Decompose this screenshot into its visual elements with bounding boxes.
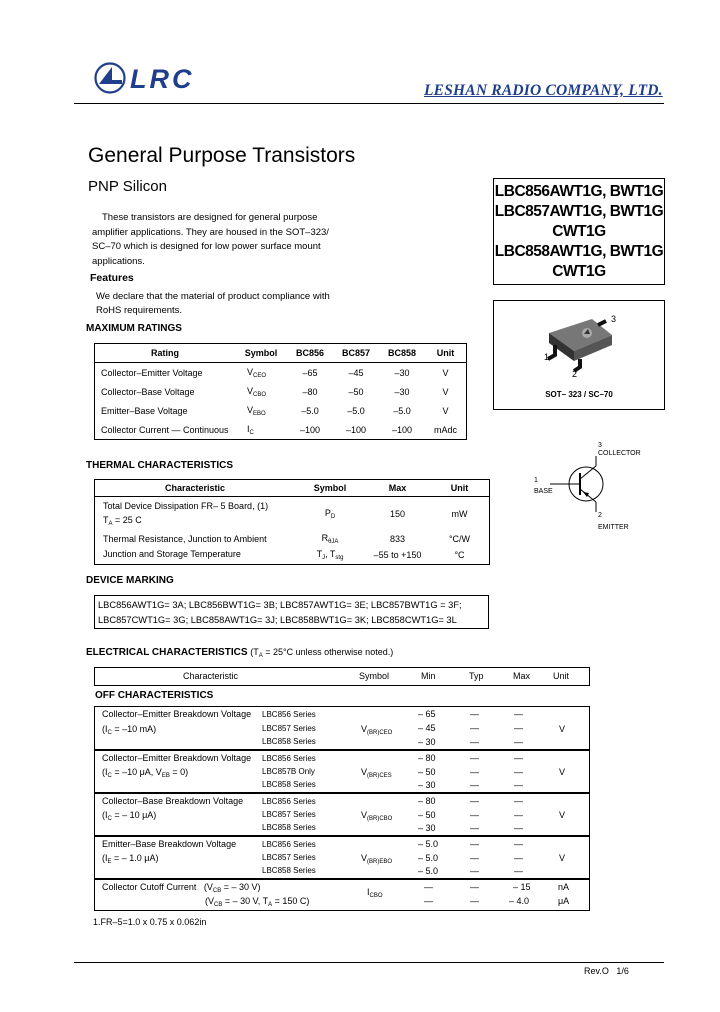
characteristic-cell: Total Device Dissipation FR– 5 Board, (1) $T_A = 25$ C	[103, 501, 269, 527]
features-text	[96, 290, 330, 318]
symbol-cell: $V_{CBO}$	[247, 385, 267, 398]
series-label: LBC857 Series	[262, 810, 316, 819]
value-cell: –50	[348, 386, 364, 397]
min-value: – 30	[418, 780, 436, 790]
table-row	[94, 879, 590, 911]
typ-value: —	[470, 866, 479, 876]
part-line: LBC857AWT1G, BWT1G	[494, 203, 664, 220]
max-ratings-table	[94, 343, 467, 440]
max-value: —	[514, 810, 523, 820]
col-header: Symbol	[235, 344, 287, 363]
col-header: BC856	[287, 344, 333, 363]
typ-value: —	[470, 882, 479, 892]
marking-line: LBC856AWT1G= 3A; LBC856BWT1G= 3B; LBC857AWT1G= 3E; LBC857BWT1G = 3F;	[98, 600, 462, 610]
emitter-label: EMITTER	[598, 524, 629, 531]
min-value: —	[424, 896, 433, 906]
characteristic-name: Collector–Base Breakdown Voltage	[102, 796, 244, 806]
min-value: – 65	[418, 709, 436, 719]
table-row	[94, 706, 590, 750]
value-cell: –45	[348, 367, 364, 378]
min-value: – 45	[418, 723, 436, 733]
features-heading: Features	[90, 272, 134, 284]
min-value: —	[424, 882, 433, 892]
emitter-pin-number: 2	[598, 512, 602, 519]
typ-value: —	[470, 796, 479, 806]
max-value: —	[514, 709, 523, 719]
max-value: —	[514, 737, 523, 747]
typ-value: —	[470, 767, 479, 777]
collector-label: COLLECTOR	[598, 450, 641, 457]
max-value: —	[514, 796, 523, 806]
page-footer: Rev.O 1/6	[584, 966, 629, 976]
series-label: LBC856 Series	[262, 754, 316, 763]
base-label: BASE	[534, 488, 553, 495]
package-label: SOT– 323 / SC–70	[545, 390, 613, 399]
header-rule	[74, 103, 664, 104]
max-value: —	[514, 853, 523, 863]
symbol-cell: $V_{(BR)CES}$	[361, 767, 392, 779]
value-cell: –5.0	[301, 405, 319, 416]
col-header: Unit	[430, 480, 490, 497]
part-line: CWT1G	[552, 223, 606, 240]
symbol-cell: $I_C$	[247, 423, 254, 436]
marking-line: LBC857CWT1G= 3G; LBC858AWT1G= 3J; LBC858BWT1G= 3K; LBC858CWT1G= 3L	[98, 615, 457, 625]
series-label: LBC858 Series	[262, 737, 316, 746]
sot323-package-drawing	[494, 301, 664, 409]
min-value: – 80	[418, 796, 436, 806]
unit-cell: V	[559, 810, 566, 820]
device-marking-box	[94, 595, 489, 629]
col-header: BC857	[333, 344, 379, 363]
max-ratings-heading: MAXIMUM RATINGS	[86, 323, 182, 334]
table-row	[95, 531, 490, 546]
unit-cell: V	[559, 767, 566, 777]
col-header: Rating	[95, 344, 236, 363]
symbol-cell: $V_{EBO}$	[247, 404, 266, 417]
typ-value: —	[470, 853, 479, 863]
symbol-cell: $T_J$, $T_{stg}$	[316, 549, 344, 561]
col-header: Symbol	[359, 671, 390, 681]
min-value: – 50	[418, 767, 436, 777]
collector-pin-number: 3	[598, 442, 602, 449]
part-number-box	[493, 178, 665, 285]
characteristic-name: Emitter–Base Breakdown Voltage	[102, 839, 237, 849]
min-value: – 5.0	[418, 866, 439, 876]
max-value: —	[514, 866, 523, 876]
part-line: LBC856AWT1G, BWT1G	[494, 183, 664, 200]
svg-text:LRC: LRC	[130, 64, 195, 94]
characteristic-condition: ($V_{CB}$ = – 30 V, $T_A = 150$ C)	[205, 896, 310, 908]
table-header-row	[95, 480, 490, 497]
value-cell: –65	[302, 367, 318, 378]
typ-value: —	[470, 723, 479, 733]
table-row	[95, 382, 467, 401]
value-cell: –100	[391, 424, 413, 435]
unit-cell: °C/W	[448, 533, 471, 544]
value-cell: –100	[299, 424, 321, 435]
intro-paragraph	[92, 211, 357, 269]
part-line: LBC858AWT1G, BWT1G	[494, 243, 664, 260]
max-value: —	[514, 780, 523, 790]
max-value: – 4.0	[509, 896, 530, 906]
value-cell: –5.0	[393, 405, 411, 416]
off-characteristics-heading: OFF CHARACTERISTICS	[95, 690, 214, 701]
value-cell: –5.0	[347, 405, 365, 416]
table-row	[94, 836, 590, 879]
package-box	[493, 300, 665, 410]
max-value: —	[514, 839, 523, 849]
value-cell: –100	[345, 424, 367, 435]
lrc-logo	[92, 58, 222, 98]
series-label: LBC856 Series	[262, 710, 316, 719]
table-row	[95, 497, 490, 532]
base-pin-number: 1	[534, 477, 538, 484]
unit-cell: nA	[558, 882, 570, 892]
company-name: LESHAN RADIO COMPANY, LTD.	[424, 82, 663, 99]
unit-cell: V	[442, 386, 449, 397]
typ-value: —	[470, 896, 479, 906]
value-cell: –80	[302, 386, 318, 397]
intro-line: These transistors are designed for general purpose	[102, 212, 318, 223]
intro-line: applications.	[92, 255, 145, 267]
table-row	[95, 420, 467, 440]
thermal-heading: THERMAL CHARACTERISTICS	[86, 460, 234, 471]
intro-line: amplifier applications. They are housed in the SOT–323/	[92, 226, 329, 238]
table-row	[95, 401, 467, 420]
device-marking-heading: DEVICE MARKING	[86, 575, 174, 586]
max-value: – 15	[513, 882, 531, 892]
max-value: —	[514, 723, 523, 733]
max-value: —	[514, 823, 523, 833]
unit-cell: V	[442, 405, 449, 416]
value-cell: 150	[389, 509, 406, 519]
electrical-table-header	[94, 667, 590, 686]
rating-cell: Emitter–Base Voltage	[101, 405, 188, 416]
series-label: LBC858 Series	[262, 780, 316, 789]
footer-rule	[74, 962, 664, 963]
table-header-row	[95, 344, 467, 363]
symbol-cell: $R_{\theta JA}$	[321, 532, 339, 545]
min-value: – 50	[418, 810, 436, 820]
characteristic-cell: Thermal Resistance, Junction to Ambient	[103, 533, 267, 544]
min-value: – 80	[418, 753, 436, 763]
intro-line: SC–70 which is designed for low power surface mount	[92, 241, 321, 252]
col-header: Characteristic	[95, 480, 296, 497]
max-value: —	[514, 753, 523, 763]
characteristic-condition: ($I_E$ = – 1.0 μA)	[102, 853, 159, 865]
table-row	[95, 546, 490, 565]
col-header: Max	[365, 480, 430, 497]
table-row	[95, 363, 467, 383]
symbol-cell: $V_{(BR)CBO}$	[361, 810, 393, 822]
col-header: Max	[513, 671, 531, 681]
features-line: We declare that the material of product compliance with	[96, 291, 330, 302]
series-label: LBC858 Series	[262, 866, 316, 875]
characteristic-name: Collector–Emitter Breakdown Voltage	[102, 709, 252, 719]
value-cell: –30	[394, 367, 410, 378]
typ-value: —	[470, 737, 479, 747]
col-header: Symbol	[295, 480, 365, 497]
rating-cell: Collector–Base Voltage	[101, 386, 195, 397]
rating-cell: Collector–Emitter Voltage	[101, 367, 203, 378]
typ-value: —	[470, 780, 479, 790]
symbol-cell: $V_{(BR)CEO}$	[361, 724, 393, 736]
pin1-label: 1	[544, 352, 550, 362]
unit-cell: mW	[451, 509, 468, 519]
min-value: – 5.0	[418, 839, 439, 849]
series-label: LBC857 Series	[262, 853, 316, 862]
min-value: – 30	[418, 737, 436, 747]
max-value: —	[514, 767, 523, 777]
thermal-table	[94, 479, 490, 565]
value-cell: 833	[389, 533, 406, 544]
symbol-cell: $V_{CEO}$	[247, 366, 267, 379]
rating-cell: Collector Current — Continuous	[101, 424, 229, 435]
unit-cell: V	[442, 367, 449, 378]
features-line: RoHS requirements.	[96, 305, 183, 316]
characteristic-name: Collector–Emitter Breakdown Voltage	[102, 753, 252, 763]
min-value: – 5.0	[418, 853, 439, 863]
characteristic-condition: ($I_C = -10$ mA)	[102, 724, 157, 736]
characteristic-condition: ($I_C = -10$ μA, $V_{EB} = 0$)	[102, 767, 189, 779]
page-subtitle: PNP Silicon	[88, 178, 167, 195]
unit-cell: mAdc	[433, 424, 457, 435]
col-header: BC858	[379, 344, 425, 363]
col-header: Min	[421, 671, 436, 681]
series-label: LBC857B Only	[262, 767, 315, 776]
typ-value: —	[470, 839, 479, 849]
series-label: LBC857 Series	[262, 724, 316, 733]
pin3-label: 3	[611, 314, 617, 324]
typ-value: —	[470, 709, 479, 719]
pin2-label: 2	[572, 369, 578, 379]
series-label: LBC856 Series	[262, 840, 316, 849]
unit-cell: μA	[558, 896, 570, 906]
unit-cell: V	[559, 853, 566, 863]
min-value: – 30	[418, 823, 436, 833]
typ-value: —	[470, 810, 479, 820]
characteristic-name: Collector Cutoff Current ($V_{CB}$ = – 30 V)	[102, 882, 261, 894]
unit-cell: °C	[454, 550, 465, 560]
characteristic-condition: ($I_C$ = – 10 μA)	[102, 810, 157, 822]
typ-value: —	[470, 753, 479, 763]
pnp-transistor-symbol	[530, 440, 650, 532]
col-header: Characteristic	[183, 671, 239, 681]
footnote: 1.FR–5=1.0 x 0.75 x 0.062in	[93, 917, 207, 927]
typ-value: —	[470, 823, 479, 833]
value-cell: –55 to +150	[373, 550, 422, 560]
symbol-cell: $V_{(BR)EBO}$	[361, 853, 393, 865]
series-label: LBC856 Series	[262, 797, 316, 806]
symbol-cell: $P_D$	[324, 508, 336, 520]
symbol-cell: $I_{CBO}$	[367, 887, 383, 899]
series-label: LBC858 Series	[262, 823, 316, 832]
col-header: Typ	[469, 671, 484, 681]
part-line: CWT1G	[552, 263, 606, 280]
unit-cell: V	[559, 724, 566, 734]
col-header: Unit	[553, 671, 570, 681]
table-row	[94, 793, 590, 836]
col-header: Unit	[425, 344, 467, 363]
characteristic-cell: Junction and Storage Temperature	[103, 548, 241, 559]
page-title: General Purpose Transistors	[88, 144, 356, 167]
electrical-heading: ELECTRICAL CHARACTERISTICS ($T_A = 25^\circ C$ unless otherwise noted.)	[86, 647, 394, 659]
table-row	[94, 750, 590, 793]
value-cell: –30	[394, 386, 410, 397]
